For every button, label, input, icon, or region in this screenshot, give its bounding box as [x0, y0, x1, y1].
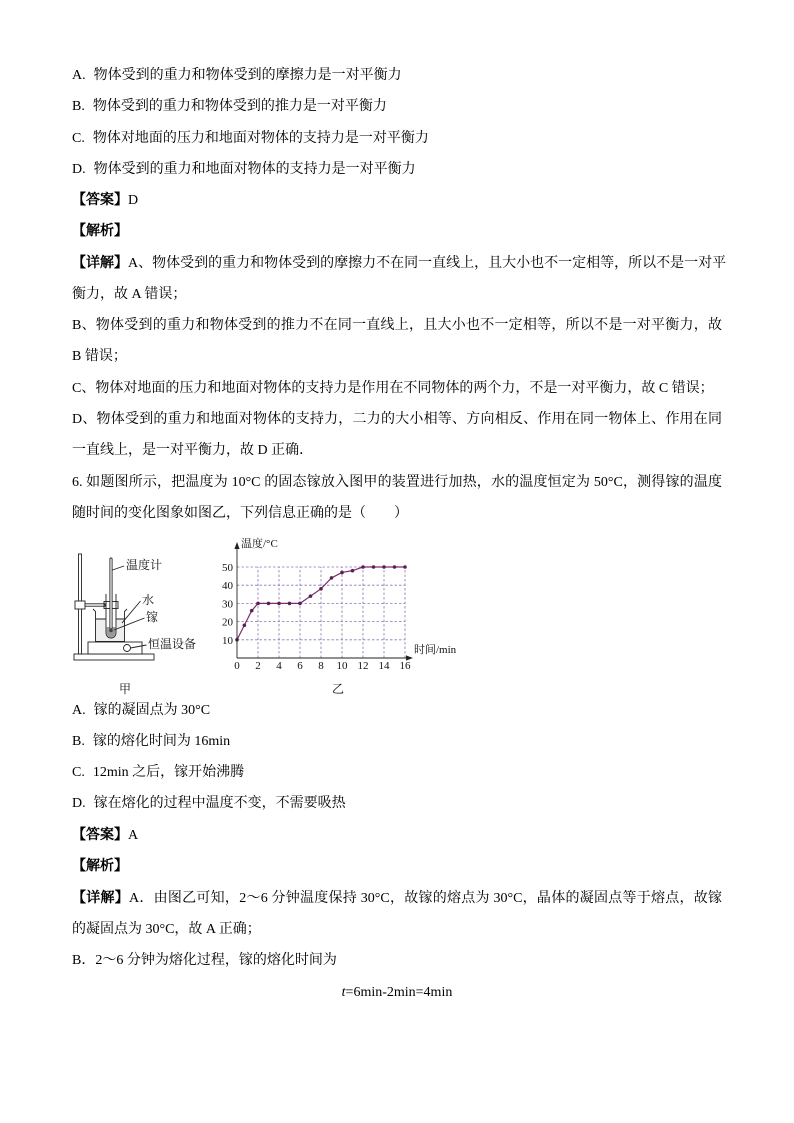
data-point: [298, 602, 302, 606]
apparatus-diagram: [74, 554, 196, 696]
apparatus-caption: 甲: [118, 682, 132, 696]
q6-detail-line-3: B．2～6 分钟为熔化过程，镓的熔化时间为: [72, 953, 337, 968]
data-point: [309, 594, 313, 598]
x-tick-label: 6: [297, 660, 303, 672]
q6-answer: [72, 826, 138, 846]
option-label: C.: [72, 131, 85, 146]
option-text: 12min 之后，镓开始沸腾: [92, 765, 245, 780]
y-axis-label: 温度/°C: [241, 538, 278, 550]
data-point: [382, 565, 386, 569]
q6-option-c: [72, 763, 244, 783]
data-point: [330, 576, 334, 580]
chart-caption: 乙: [331, 682, 345, 696]
analysis-label: 【解析】: [72, 224, 128, 239]
clamp-arm: [85, 604, 105, 606]
data-point: [393, 565, 397, 569]
data-point: [340, 571, 344, 575]
x-tick-label: 10: [336, 660, 348, 672]
y-axis-arrow-icon: [234, 542, 239, 549]
q6-option-d: [72, 794, 346, 814]
analysis-label: 【解析】: [72, 859, 128, 874]
option-label: D.: [72, 796, 86, 811]
x-tick-label: 12: [357, 660, 369, 672]
heater: [88, 642, 142, 654]
data-point: [250, 609, 254, 613]
option-text: 镓在熔化的过程中温度不变，不需要吸热: [93, 796, 346, 811]
x-tick-label: 2: [255, 660, 261, 672]
option-label: B.: [72, 99, 85, 114]
q5-analysis-heading: [72, 222, 128, 242]
thermometer: [110, 558, 112, 629]
option-text: 镓的凝固点为 30°C: [93, 703, 211, 718]
q6-detail-line-2: 的凝固点为 30°C，故 A 正确；: [72, 922, 261, 937]
data-point: [243, 623, 247, 627]
x-tick-label: 14: [378, 660, 390, 672]
q5-detail-line-6: D、物体受到的重力和地面对物体的支持力，二力的大小相等、方向相反、作用在同一物体上、作用在同: [72, 412, 722, 427]
chart-marks: [222, 562, 411, 672]
option-label: A.: [72, 68, 86, 83]
q6-stem-line-2: 随时间的变化图象如图乙，下列信息正确的是（ ）: [72, 506, 408, 521]
x-tick-label: 16: [399, 660, 411, 672]
answer-label: 【答案】: [72, 828, 128, 843]
q6-stem-line-1: 6. 如题图所示，把温度为 10°C 的固态镓放入图甲的装置进行加热，水的温度恒定为 50°C，测得镓的温度: [72, 475, 722, 490]
thermometer-bulb: [109, 629, 113, 633]
data-point: [319, 587, 323, 591]
option-text: 镓的熔化时间为 16min: [92, 734, 231, 749]
gallium-label: 镓: [146, 610, 159, 624]
q6-figure: [60, 530, 480, 698]
y-tick-label: 20: [222, 616, 233, 629]
q5-detail-line-5: C、物体对地面的压力和地面对物体的支持力是作用在不同物体的两个力，不是一对平衡力，故 C 错误；: [72, 381, 714, 396]
equation-expression: =6min-2min=4min: [345, 985, 453, 1000]
data-point: [372, 565, 376, 569]
option-label: D.: [72, 162, 86, 177]
data-point: [288, 602, 292, 606]
temperature-time-chart: [222, 536, 457, 696]
data-point: [256, 602, 260, 606]
data-point: [361, 565, 365, 569]
option-text: 物体对地面的压力和地面对物体的支持力是一对平衡力: [92, 131, 429, 146]
thermometer-label: 温度计: [126, 558, 163, 572]
thermometer-leader-line: [113, 566, 125, 570]
data-point: [277, 602, 281, 606]
q5-detail-line-3: B、物体受到的重力和物体受到的推力不在同一直线上，且大小也不一定相等，所以不是一对平衡力，故: [72, 318, 722, 333]
stand-base: [74, 654, 154, 660]
detail-label: 【详解】: [72, 256, 128, 271]
equation-variable: t: [341, 985, 346, 1000]
y-tick-label: 10: [222, 634, 233, 647]
q6-detail-line-1: [72, 889, 722, 909]
option-text: 物体受到的重力和地面对物体的支持力是一对平衡力: [93, 162, 416, 177]
q6-option-b: [72, 732, 230, 752]
q6-option-a: [72, 701, 210, 721]
q5-option-c: [72, 129, 429, 149]
q5-option-b: [72, 97, 387, 117]
q5-answer: [72, 191, 138, 211]
q5-detail-line-1: [72, 254, 727, 274]
detail-label: 【详解】: [72, 891, 130, 906]
x-axis-label: 时间/min: [414, 644, 457, 656]
data-point: [403, 565, 407, 569]
q5-option-a: [72, 66, 402, 86]
heater-label: 恒温设备: [148, 637, 197, 651]
data-point: [351, 569, 355, 573]
q5-option-d: [72, 160, 416, 180]
option-text: 物体受到的重力和物体受到的摩擦力是一对平衡力: [93, 68, 402, 83]
detail-text: A．由图乙可知，2～6 分钟温度保持 30°C，故镓的熔点为 30°C，晶体的凝固点等于熔点，故镓: [129, 891, 723, 906]
q5-detail-line-7: 一直线上，是一对平衡力，故 D 正确．: [72, 443, 314, 458]
x-tick-label: 0: [234, 660, 240, 672]
q5-detail-line-2: 衡力，故 A 错误；: [72, 287, 187, 302]
y-tick-label: 30: [222, 598, 233, 611]
q6-equation: [72, 983, 722, 1003]
clamp-boss: [75, 601, 85, 609]
y-tick-label: 40: [222, 580, 233, 593]
detail-text: A、物体受到的重力和物体受到的摩擦力不在同一直线上，且大小也不一定相等，所以不是一对平: [128, 256, 727, 271]
option-label: A.: [72, 703, 86, 718]
q6-analysis-heading: [72, 857, 128, 877]
heater-knob: [124, 645, 131, 652]
y-tick-label: 50: [222, 562, 233, 574]
x-tick-label: 4: [276, 660, 282, 672]
data-point: [267, 602, 271, 606]
answer-value: A: [128, 828, 139, 843]
answer-label: 【答案】: [72, 193, 128, 208]
x-tick-label: 8: [318, 660, 324, 672]
option-label: B.: [72, 734, 85, 749]
water-label: 水: [142, 593, 155, 607]
q5-detail-line-4: B 错误；: [72, 349, 127, 364]
answer-value: D: [128, 193, 139, 208]
option-label: C.: [72, 765, 85, 780]
option-text: 物体受到的重力和物体受到的推力是一对平衡力: [92, 99, 387, 114]
